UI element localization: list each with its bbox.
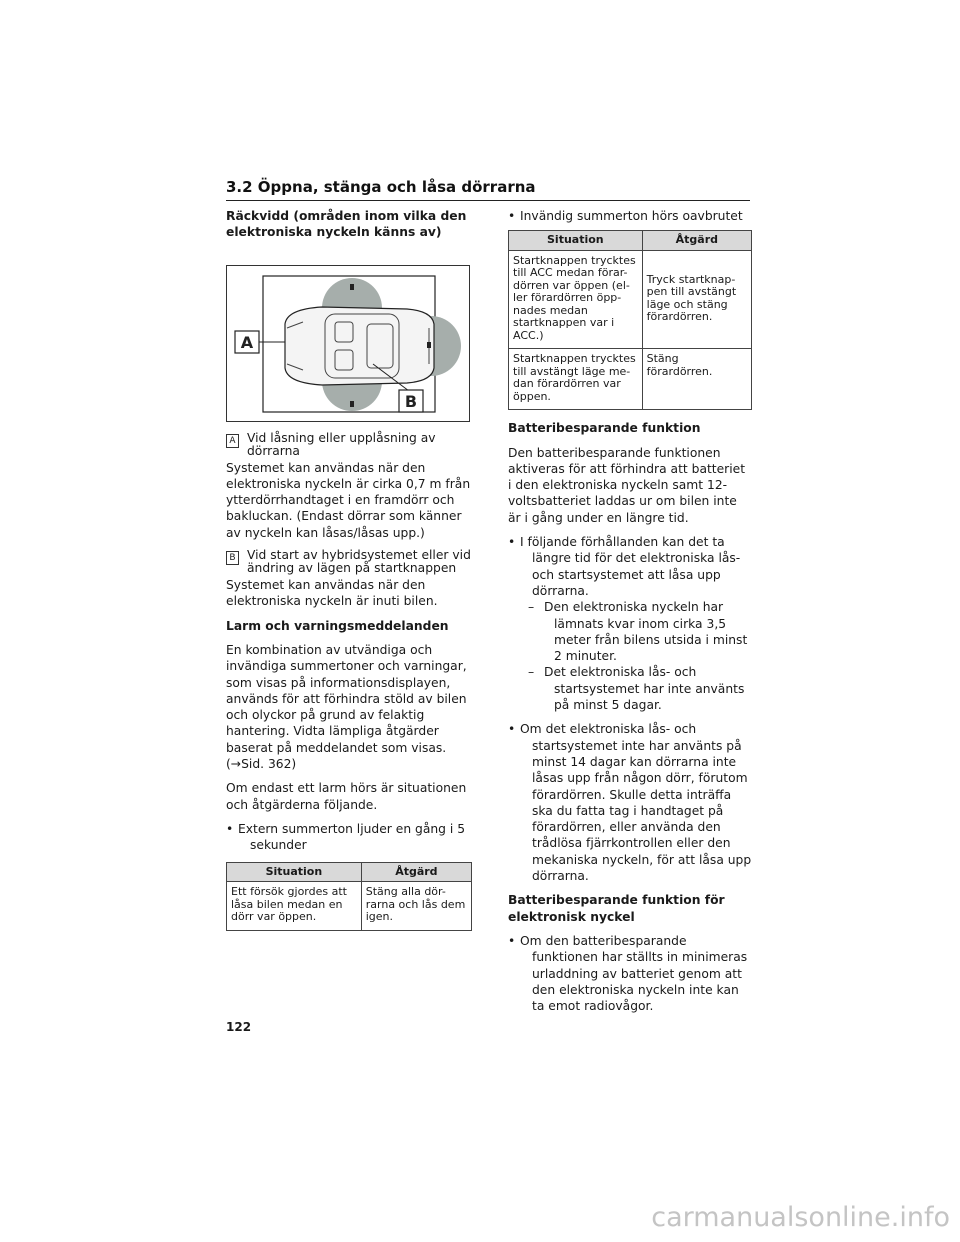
watermark: carmanualsonline.info <box>651 1202 950 1233</box>
table-header-action: Åtgärd <box>642 231 751 251</box>
figure-label-a: A <box>240 332 254 352</box>
table-external-buzzer <box>226 862 472 931</box>
table-cell: Tryck startknap-pen till avstängt läge och stäng förardörren. <box>642 250 751 349</box>
list-item <box>226 821 472 854</box>
bullet-key-text: • Om den batteribesparande funktionen har ställts in minimeras urladdning av batteriet genom att den elektroniska nyckeln inte kan ta emot radiovågor. <box>520 933 748 1014</box>
callout-a-letter: A <box>226 434 239 448</box>
left-column <box>226 208 472 941</box>
callout-b-letter: B <box>226 551 239 565</box>
callout-a <box>226 432 472 458</box>
right-column <box>508 208 752 1022</box>
bullet-conditions-text: • I följande förhållanden kan det ta längre tid för det elektroniska lås- och startsystemet att låsa upp dörrarna. <box>520 535 741 598</box>
table-cell: Startknappen trycktes till ACC medan förar-dörren var öppen (el-ler förardörren öpp-nades medan startknappen var i ACC.) <box>509 250 643 349</box>
section-title: 3.2 Öppna, stänga och låsa dörrarna <box>226 178 536 196</box>
bullet-14-days-text: • Om det elektroniska lås- och startsystemet inte har använts på minst 14 dagar kan dörrarna inte låsas upp från någon dörr, förutom förardörren. Skulle detta inträffa ska du fatta tag i handtaget på förardörren, eller använda den trådlösa fjärrkontrollen eller den mekaniska nyckeln, för att låsa upp dörrarna. <box>520 722 752 884</box>
table-header-row <box>509 231 752 251</box>
table-row <box>509 349 752 410</box>
table-cell: Stäng förardörren. <box>642 349 751 410</box>
dash-item-1-text: – Den elektroniska nyckeln har lämnats kvar inom cirka 3,5 meter från bilens utsida i minst 2 minuter. <box>544 600 748 664</box>
table-header-situation: Situation <box>509 231 643 251</box>
list-item <box>528 664 752 713</box>
bullet-list-internal <box>508 208 752 224</box>
car-top-view-illustration <box>227 266 469 421</box>
paragraph-only-alarm: Om endast ett larm hörs är situationen och åtgärderna följande. <box>226 781 467 812</box>
list-item <box>528 599 752 664</box>
dash-list <box>520 599 752 713</box>
table-header-situation: Situation <box>227 862 362 882</box>
section-rule <box>226 200 750 201</box>
bullet-external-text: • Extern summerton ljuder en gång i 5 sekunder <box>238 821 466 853</box>
table-cell: Stäng alla dör-rarna och lås dem igen. <box>361 882 471 931</box>
paragraph-alarm: En kombination av utvändiga och invändiga summertoner och varningar, som visas på informationsdisplayen, används för att förhindra stöld av bilen och olyckor på grund av felaktig hantering. Vidta lämpliga åtgärder baserat på meddelandet som visas. (→Sid. 362) <box>226 642 467 772</box>
bullet-internal-text: • Invändig summerton hörs oavbrutet <box>520 209 743 223</box>
table-cell: Ett försök gjordes att låsa bilen medan en dörr var öppen. <box>227 882 362 931</box>
bullet-list-external <box>226 821 472 854</box>
callout-a-text: Vid låsning eller upplåsning av dörrarna <box>247 430 436 458</box>
callout-b-text: Vid start av hybridsystemet eller vid ändring av lägen på startknappen <box>247 548 471 576</box>
heading-range: Räckvidd (områden inom vilka den elektroniska nyckeln känns av) <box>226 209 467 240</box>
list-item <box>508 721 752 884</box>
bullet-list-battery <box>508 534 752 884</box>
heading-key-battery-saving: Batteribesparande funktion för elektronisk nyckel <box>508 893 725 924</box>
table-row <box>227 882 472 931</box>
table-header-action: Åtgärd <box>361 862 471 882</box>
list-item <box>508 208 752 224</box>
list-item <box>508 534 752 713</box>
callout-b <box>226 549 472 575</box>
page-number: 122 <box>226 1020 252 1034</box>
table-cell: Startknappen trycktes till avstängt läge me-dan förardörren var öppen. <box>509 349 643 410</box>
heading-battery-saving: Batteribesparande funktion <box>508 421 701 436</box>
dash-item-2-text: – Det elektroniska lås- och startsystemet har inte använts på minst 5 dagar. <box>544 665 745 713</box>
figure-label-b: B <box>404 391 418 411</box>
bullet-list-key <box>508 933 752 1014</box>
paragraph-range-b: Systemet kan användas när den elektroniska nyckeln är inuti bilen. <box>226 578 438 609</box>
table-row <box>509 250 752 349</box>
heading-alarm: Larm och varningsmeddelanden <box>226 618 449 633</box>
list-item <box>508 933 752 1014</box>
table-header-row <box>227 862 472 882</box>
paragraph-range-a: Systemet kan användas när den elektroniska nyckeln är cirka 0,7 m från ytterdörrhandtaget i en framdörr och bakluckan. (Endast dörrar som känner av nyckeln kan låsas/låsas upp.) <box>226 460 471 540</box>
table-internal-buzzer <box>508 230 752 410</box>
key-range-figure <box>226 265 470 422</box>
paragraph-battery-saving: Den batteribesparande funktionen aktiveras för att förhindra att batteriet i den elektroniska nyckeln samt 12-voltsbatteriet laddas ur om bilen inte är i gång under en längre tid. <box>508 445 746 525</box>
